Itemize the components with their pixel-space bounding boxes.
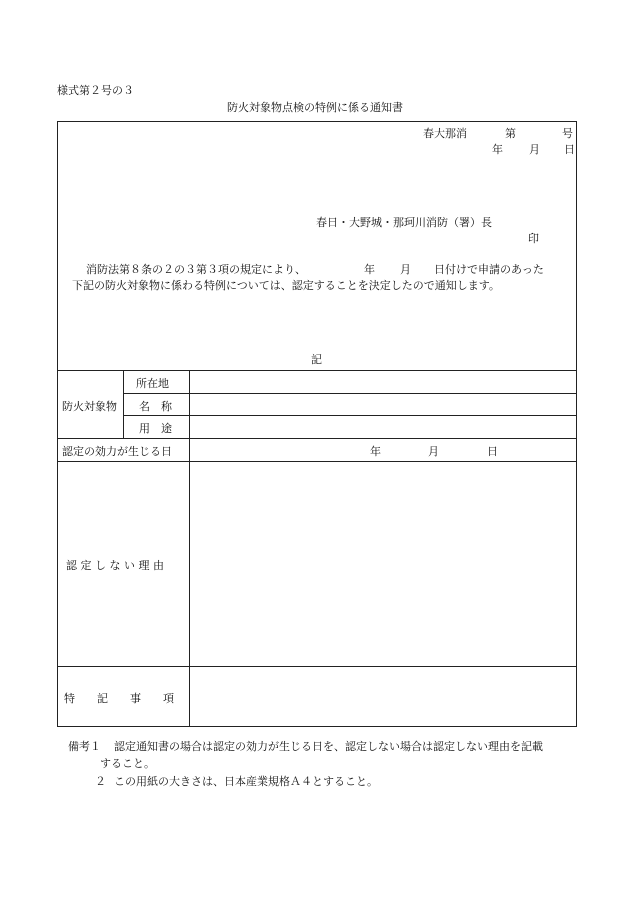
number-dai: 第 [505, 127, 516, 140]
ki-heading: 記 [311, 353, 322, 366]
remarks-label: 特 記 事 項 [64, 692, 174, 705]
row-rule-5 [57, 666, 577, 667]
col-rule-group [123, 370, 124, 438]
row-rule-4 [57, 461, 577, 462]
name-label: 名 称 [139, 400, 172, 413]
row-rule-2 [123, 415, 577, 416]
table-top-rule [57, 370, 577, 371]
row-rule-3 [57, 438, 577, 439]
seal-mark: 印 [528, 232, 539, 245]
effective-month-label: 月 [428, 445, 439, 458]
note1-text-b: すること。 [100, 757, 155, 770]
fire-chief-title: 春日・大野城・那珂川消防（署）長 [316, 216, 492, 229]
use-label: 用 途 [139, 422, 172, 435]
note2-head: ２ [95, 775, 106, 788]
effective-year-label: 年 [370, 445, 381, 458]
notice-frame [57, 121, 577, 727]
issuer-ref: 春大那消 [423, 127, 467, 140]
body-line1-b: 日付けで申請のあった [434, 263, 544, 276]
document-title: 防火対象物点検の特例に係る通知書 [227, 101, 403, 114]
effective-day-label: 日 [487, 445, 498, 458]
row-rule-1 [123, 393, 577, 394]
body-line1-month: 月 [400, 263, 411, 276]
form-number: 様式第２号の３ [57, 84, 134, 97]
body-line1-year: 年 [364, 263, 375, 276]
number-go: 号 [562, 127, 573, 140]
location-label: 所在地 [136, 377, 169, 390]
reason-label: 認 定 し な い 理 由 [66, 559, 164, 572]
col-rule-label [189, 370, 190, 727]
note1-head: 備考１ [68, 740, 101, 753]
note2-text: この用紙の大きさは、日本産業規格Ａ４とすること。 [114, 775, 378, 788]
target-object-label: 防火対象物 [62, 400, 117, 413]
body-line1-a: 消防法第８条の２の３第３項の規定により、 [86, 263, 306, 276]
body-line2: 下記の防火対象物に係わる特例については、認定することを決定したので通知します。 [72, 279, 500, 292]
note1-text-a: 認定通知書の場合は認定の効力が生じる日を、認定しない場合は認定しない理由を記載 [114, 740, 543, 753]
date-month-label: 月 [529, 143, 540, 156]
date-day-label: 日 [564, 143, 575, 156]
effective-date-label: 認定の効力が生じる日 [62, 445, 172, 458]
date-year-label: 年 [492, 143, 503, 156]
